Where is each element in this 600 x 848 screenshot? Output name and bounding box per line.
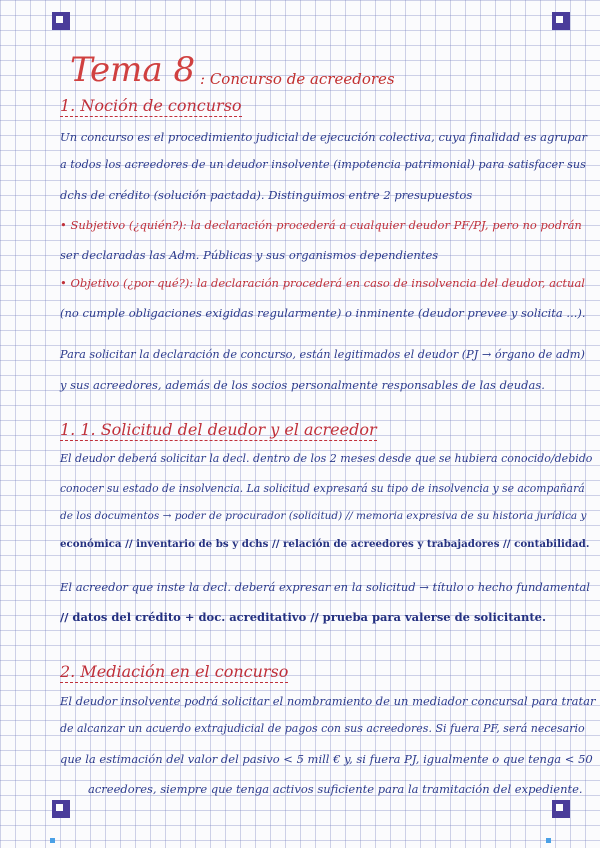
blue-mark-left [50,838,55,843]
page-subtitle: : Concurso de acreedores [200,70,395,88]
text-line: El deudor deberá solicitar la decl. dentro de los 2 meses desde que se hubiera conocido/debido [60,452,593,465]
text-line: Para solicitar la declaración de concurso, están legitimados el deudor (PJ → órgano de adm) [60,348,585,361]
blue-mark-right [546,838,551,843]
corner-mark-bottom-left [52,800,70,818]
text-line: de alcanzar un acuerdo extrajudicial de pagos con sus acreedores. Si fuera PF, será necesario [60,722,585,735]
corner-mark-bottom-right [552,800,570,818]
text-line: El acreedor que inste la decl. deberá expresar en la solicitud → título o hecho fundamental [60,580,590,594]
text-line: ser declaradas las Adm. Públicas y sus organismos dependientes [60,248,439,262]
section-heading-2: 2. Mediación en el concurso [60,662,289,681]
text-line: de los documentos → poder de procurador (solicitud) // memoria expresiva de su historia jurídica y [60,510,587,522]
section-heading-1-1: 1. 1. Solicitud del deudor y el acreedor [60,420,377,439]
text-line: • Subjetivo (¿quién?): la declaración procederá a cualquier deudor PF/PJ, pero no podrán [60,218,582,232]
text-line: que la estimación del valor del pasivo < 5 mill € y, si fuera PJ, igualmente o que tenga < 50 [60,752,593,766]
corner-mark-top-right [552,12,570,30]
text-line: • Objetivo (¿por qué?): la declaración procederá en caso de insolvencia del deudor, actual [60,276,585,290]
text-line: económica // inventario de bs y dchs // relación de acreedores y trabajadores // contabilidad. [60,538,590,550]
text-line: dchs de crédito (solución pactada). Distinguimos entre 2 presupuestos [60,188,473,202]
text-line: // datos del crédito + doc. acreditativo // prueba para valerse de solicitante. [60,610,546,624]
text-line: acreedores, siempre que tenga activos suficiente para la tramitación del expediente. [88,782,583,796]
corner-mark-top-left [52,12,70,30]
text-line: y sus acreedores, además de los socios personalmente responsables de las deudas. [60,378,545,392]
text-line: conocer su estado de insolvencia. La solicitud expresará su tipo de insolvencia y se acompañará [60,482,585,495]
page-title: Tema 8 [70,50,196,90]
text-line: El deudor insolvente podrá solicitar el nombramiento de un mediador concursal para tratar [60,694,596,708]
text-line: Un concurso es el procedimiento judicial de ejecución colectiva, cuya finalidad es agrupar [60,130,588,144]
text-line: a todos los acreedores de un deudor insolvente (impotencia patrimonial) para satisfacer sus [60,158,586,171]
section-heading-1: 1. Noción de concurso [60,96,242,115]
text-line: (no cumple obligaciones exigidas regularmente) o inminente (deudor prevee y solicita ...). [60,306,586,320]
